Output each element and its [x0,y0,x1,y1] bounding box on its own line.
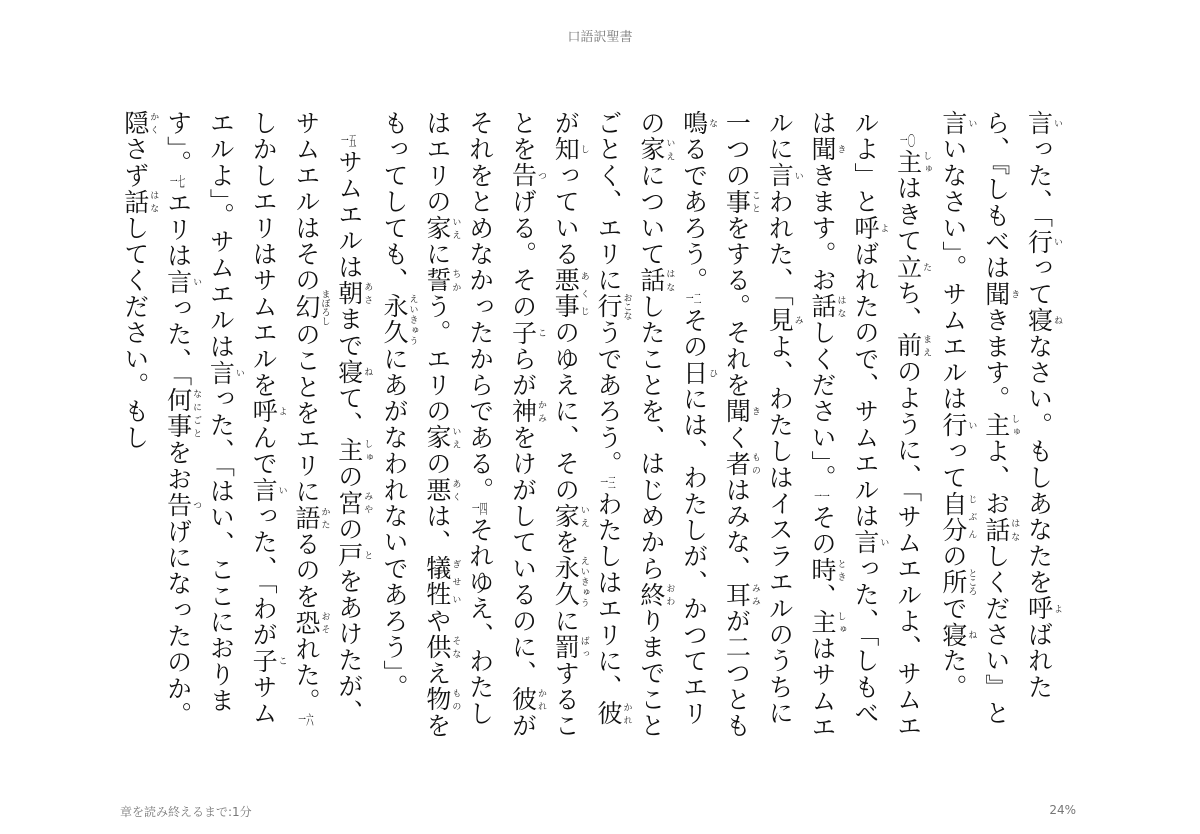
ruby-word [765,162,803,189]
book-title: 口語訳聖書 [567,30,633,45]
text-run: った、「しもべは [808,110,880,727]
ruby-reading: かれ [535,686,546,713]
ruby-word [850,214,889,242]
ruby-word [334,358,373,385]
ruby-base: 見 [765,307,795,334]
text-run: について [636,162,666,268]
text-run: をもってしても、 [380,110,452,739]
ruby-reading: あさ [362,280,373,307]
ruby-base: 耳 [722,581,752,608]
ruby-reading: しゅ [921,149,932,176]
ruby-base: 子 [508,319,538,346]
text-run: を [551,529,581,556]
verse-number: 一二 [685,293,702,308]
ruby-reading: よ [276,398,287,425]
ruby-word [893,253,932,281]
ruby-base: 終 [636,581,666,608]
ruby-word [722,581,760,608]
ruby-reading: はな [835,293,846,320]
ruby-base: 罰 [551,634,581,661]
text-run: その [679,307,709,360]
ruby-base: 寝 [1024,307,1054,334]
ruby-base: 言 [163,268,193,295]
ruby-reading: あくじ [578,267,589,320]
ruby-word [334,542,373,569]
ruby-base: 何事 [163,387,193,440]
ruby-reading: い [233,359,244,386]
ruby-word [765,307,803,334]
ruby-reading: いえ [578,503,589,530]
ruby-word [249,647,287,674]
ruby-word [120,188,159,215]
ruby-reading: こと [749,188,760,215]
ruby-word [722,398,760,425]
ruby-reading: かれ [621,700,632,727]
text-run: げる。その [508,188,538,320]
ruby-word [422,634,461,661]
ruby-base: 供 [422,634,452,661]
ruby-reading: かた [319,504,330,531]
ruby-word [249,398,287,425]
ruby-base: 恐 [291,609,321,636]
ruby-word [163,387,202,440]
ruby-word [636,267,675,294]
text-run: って [1024,254,1054,308]
ruby-reading: し [578,136,589,163]
ruby-base: 行 [1024,228,1054,255]
text-run: その [808,504,838,557]
paragraph [372,110,931,742]
ruby-base: 物 [422,686,452,713]
text-run: をけがしているのに、 [508,424,538,687]
ruby-reading: なにごと [191,387,202,440]
text-run: は、 [422,503,452,556]
ruby-word [893,332,932,359]
verse-number: 一五 [341,135,357,149]
text-run: った、「 [163,294,193,388]
ruby-base: 戸 [334,542,364,569]
text-run: さず [120,136,150,189]
ruby-reading: と [362,542,373,569]
text-run: きます。お [808,162,838,294]
ruby-reading: えいきゅう [578,555,589,608]
reading-page[interactable] [120,110,1062,742]
ruby-reading: き [1009,280,1020,308]
text-run: いなさい」。サムエルは [938,136,968,412]
text-run: には、わたしが、かつてエリの [636,110,709,727]
ruby-base: 聞 [722,398,752,425]
ruby-word [551,503,589,530]
ruby-reading: ね [1052,307,1062,334]
text-run: く [722,424,752,451]
ruby-reading: そな [450,634,461,661]
ruby-reading: じぶん [966,490,977,543]
ruby-base: 聞 [808,136,838,163]
text-run: しください』と [981,542,1011,727]
text-run: 、 [808,583,838,610]
ruby-word [120,110,159,137]
ruby-base: 永久 [551,555,581,608]
ruby-reading: あく [450,476,461,504]
ruby-reading: おそ [319,609,330,636]
text-run: で [938,595,968,622]
text-run: え [422,660,452,687]
ruby-word [291,609,330,636]
ruby-reading: い [1052,228,1062,255]
ruby-base: 告 [163,492,193,519]
ruby-reading: こ [535,319,546,346]
ruby-base: 言 [938,110,968,137]
text-run: げになったのか。 [163,518,193,728]
ruby-reading: みみ [749,581,760,608]
ruby-reading: つ [535,162,546,189]
ruby-word [291,289,330,326]
ruby-reading: ばっ [578,634,589,661]
text-run: してください。もし [120,214,150,451]
text-run: んで [249,424,279,477]
ruby-word [808,136,846,163]
ruby-base: 話 [981,516,1011,543]
ruby-reading: い [792,162,803,189]
text-run: エリは [163,190,193,269]
ruby-base: 主 [334,437,364,464]
ruby-reading: はな [148,188,159,215]
text-run: の [334,515,364,543]
ruby-word [938,110,977,137]
text-run: はみな、 [722,476,752,582]
ruby-reading: はな [1009,516,1020,543]
ruby-reading: おこな [621,293,632,321]
ruby-word [938,411,977,439]
ruby-base: 行 [594,293,624,320]
ruby-word [1024,595,1062,622]
ruby-word [981,516,1020,543]
ruby-base: 前 [893,332,923,359]
ruby-base: 言 [765,162,795,189]
ruby-word [334,489,373,516]
text-run: った、「わが [249,503,279,648]
ruby-word [808,609,846,636]
ruby-reading: い [878,529,889,556]
ruby-reading: い [1052,110,1062,137]
ruby-reading: かみ [535,398,546,425]
ruby-word [163,268,202,295]
ruby-reading: いえ [450,214,461,242]
ruby-word [508,398,546,425]
ruby-reading: しゅ [1009,411,1020,439]
ruby-word [422,214,461,242]
ruby-base: 宮 [334,489,364,516]
ruby-word [938,568,977,596]
text-run: っている [551,162,581,268]
ruby-base: 子 [249,647,279,674]
ruby-base: 彼 [508,686,538,713]
ruby-word [636,136,675,163]
ruby-word [722,188,760,215]
ruby-reading: い [191,268,202,295]
ruby-reading: まぼろし [319,289,330,326]
text-run: はきて [893,175,923,254]
text-run: らが [508,345,538,399]
ruby-base: 言 [249,476,279,504]
ruby-base: 神 [508,398,538,425]
ruby-base: 言 [1024,110,1054,137]
ruby-word [636,581,675,608]
verse-number: 一三 [600,476,616,491]
ruby-word [808,556,846,584]
text-run: に [422,241,452,268]
ruby-base: 立 [893,253,923,281]
ruby-word [594,700,632,727]
ruby-base: 永久 [380,293,410,346]
ruby-base: 主 [808,609,838,636]
verse-number: 一七 [169,176,186,191]
ruby-base: 家 [551,503,581,530]
ruby-word [893,149,932,176]
ruby-reading: いえ [450,424,461,451]
ruby-base: 聞 [981,280,1011,308]
ruby-base: 者 [722,450,752,477]
text-run: うであろう。 [594,319,624,477]
ruby-base: 主 [981,411,1011,439]
ruby-base: 誓 [422,267,452,294]
ruby-base: 朝 [334,280,364,307]
ruby-base: 話 [120,188,150,215]
ruby-word [722,450,760,477]
text-run: することを [508,110,581,739]
ruby-base: 自分 [938,490,968,543]
text-run: サムエルよ」。サムエルは [206,110,279,727]
ruby-base: 呼 [249,398,279,425]
ruby-reading: ひ [707,359,718,386]
text-run: れた。 [291,635,321,715]
ruby-word [334,280,373,307]
text-run: ばれたら、『しもべは [981,110,1054,701]
ruby-reading: みや [362,489,373,516]
ruby-base: 行 [938,411,968,439]
text-run: て、 [334,384,364,438]
ruby-reading: とき [835,556,846,584]
ruby-word [422,424,461,451]
ruby-reading: ちか [450,267,461,294]
ruby-base: 悪 [422,476,452,504]
ruby-reading: ぎせい [450,555,461,608]
ruby-base: 犠牲 [422,555,452,608]
ruby-reading: み [792,307,803,334]
text-run: をする。それを [722,214,752,399]
ruby-base: 告 [508,162,538,189]
text-run: が二つとも [722,607,752,739]
ruby-base: 事 [722,188,752,215]
text-run: た。 [938,647,968,701]
ruby-word [422,267,461,294]
text-run: の [938,542,968,570]
text-run: のように、「サムエルよ、サムエルよ」と [850,110,923,740]
ruby-word [938,490,977,543]
ruby-base: 日 [679,359,709,387]
text-run: にあがなわれないであろう」。 [380,345,410,701]
ruby-base: 家 [636,136,666,163]
text-run: ち、 [893,280,923,333]
verse-number: 一〇 [899,135,916,149]
ruby-base: 彼 [594,700,624,727]
ruby-base: 家 [422,214,452,242]
ruby-reading: い [966,110,977,137]
ruby-reading: おわ [664,581,675,608]
text-run: しください」。 [808,319,838,491]
text-run: のゆえに、その [551,319,581,504]
ruby-base: 言 [206,359,236,386]
paragraph [113,110,372,742]
ruby-base: 時 [808,556,838,584]
ruby-base: 語 [291,504,321,531]
text-run: なさい。もしあなたを [1024,333,1054,596]
ruby-word [422,555,461,608]
time-remaining: 章を読み終えるまで:1分 [120,805,252,819]
ruby-base: 家 [422,424,452,451]
text-run: サムエルは [334,149,364,280]
text-run: るのを [291,531,321,610]
ruby-word [551,267,589,320]
ruby-word [981,411,1020,439]
ruby-reading: い [966,411,977,439]
verse-number: 一六 [298,714,314,729]
progress-percent: 24% [1049,803,1076,817]
text-run: りまでことごとく、エリに [594,110,666,739]
text-run: ばれたので、サムエルは [850,241,880,530]
ruby-reading: い [276,476,287,503]
text-run: った、「はい、ここにおります」。 [163,110,236,714]
ruby-word [1024,228,1062,255]
ruby-base: 悪事 [551,267,581,320]
text-run: はサムエルに [765,110,838,741]
ruby-word [422,476,461,504]
ruby-word [551,555,589,608]
ruby-word [850,529,889,556]
ruby-word [508,162,546,189]
ruby-word [508,319,546,346]
ruby-reading: もの [450,686,461,713]
ruby-reading: しゅ [835,609,846,636]
ruby-reading: ね [966,621,977,648]
text-run: のことをエリに [291,321,321,505]
ruby-word [938,621,977,648]
ruby-word [551,136,589,163]
ruby-reading: き [749,398,760,425]
text-run: をお [163,439,193,493]
ruby-base: 話 [808,293,838,320]
text-run: きます。 [981,307,1011,412]
ruby-reading: しゅ [362,437,373,464]
text-run: るであろう。 [679,136,709,294]
verse-number: 一四 [471,503,488,517]
text-run: った、「 [1024,136,1054,229]
text-run: よ、わたしはイスラエルのうちに一つの [722,110,795,727]
ruby-reading: もの [749,450,760,477]
ruby-word [679,359,718,387]
ruby-reading: こ [276,647,287,674]
text-run: したことを、はじめから [636,293,666,582]
ruby-reading: まえ [921,332,932,359]
text-run: う。エリの [422,293,452,425]
ruby-reading: かく [148,110,159,137]
text-run: それゆえ、わたしはエリの [422,110,495,727]
text-run: って [938,438,968,491]
text-run: しかしエリはサムエルを [249,110,279,399]
ruby-word [206,359,244,386]
ruby-reading: ね [362,358,373,385]
ruby-word [508,686,546,713]
paragraph [931,110,1062,742]
text-run: がそれをとめなかったからである。 [465,110,538,739]
text-run: まで [334,306,364,359]
ruby-reading: た [921,253,932,280]
text-run: わたしはエリに、 [594,490,624,701]
ruby-reading: な [707,110,718,137]
text-run: の [334,463,364,490]
ruby-word [1024,110,1062,137]
text-run: の [422,450,452,477]
ruby-base: 主 [893,149,923,176]
ruby-reading: つ [191,492,202,519]
ruby-word [163,492,202,519]
verse-number: 一一 [814,490,830,505]
ruby-word [679,110,718,137]
ruby-word [551,634,589,661]
ruby-word [334,437,373,464]
ruby-word [808,293,846,320]
ruby-base: 呼 [1024,595,1054,622]
ruby-base: 寝 [334,358,364,385]
ruby-word [594,293,632,321]
ruby-reading: よ [1052,595,1062,622]
text-run: や [422,607,452,635]
text-run: われた、「 [765,188,795,308]
ruby-reading: はな [664,267,675,294]
ruby-word [981,280,1020,308]
ruby-reading: よ [878,214,889,241]
ruby-base: 隠 [120,110,150,137]
text-run: に [551,607,581,635]
ruby-reading: いえ [664,136,675,163]
ruby-base: 幻 [291,289,321,326]
text-run: が [551,110,581,137]
ruby-base: 所 [938,568,968,596]
ruby-base: 鳴 [679,110,709,137]
ruby-base: 呼 [850,214,880,242]
ruby-word [291,504,330,531]
text-run: よ、お [981,438,1011,517]
ruby-word [1024,307,1062,334]
ruby-word [422,686,461,713]
text-run: をあけたが、サムエルはその [291,110,364,726]
ruby-base: 寝 [938,621,968,648]
ruby-base: 話 [636,267,666,294]
ruby-word [249,476,287,504]
ruby-base: 言 [850,529,880,556]
ruby-reading: ところ [966,568,977,596]
ruby-word [380,293,418,346]
ruby-base: 知 [551,136,581,163]
ruby-reading: えいきゅう [407,293,418,346]
ruby-reading: き [835,136,846,163]
